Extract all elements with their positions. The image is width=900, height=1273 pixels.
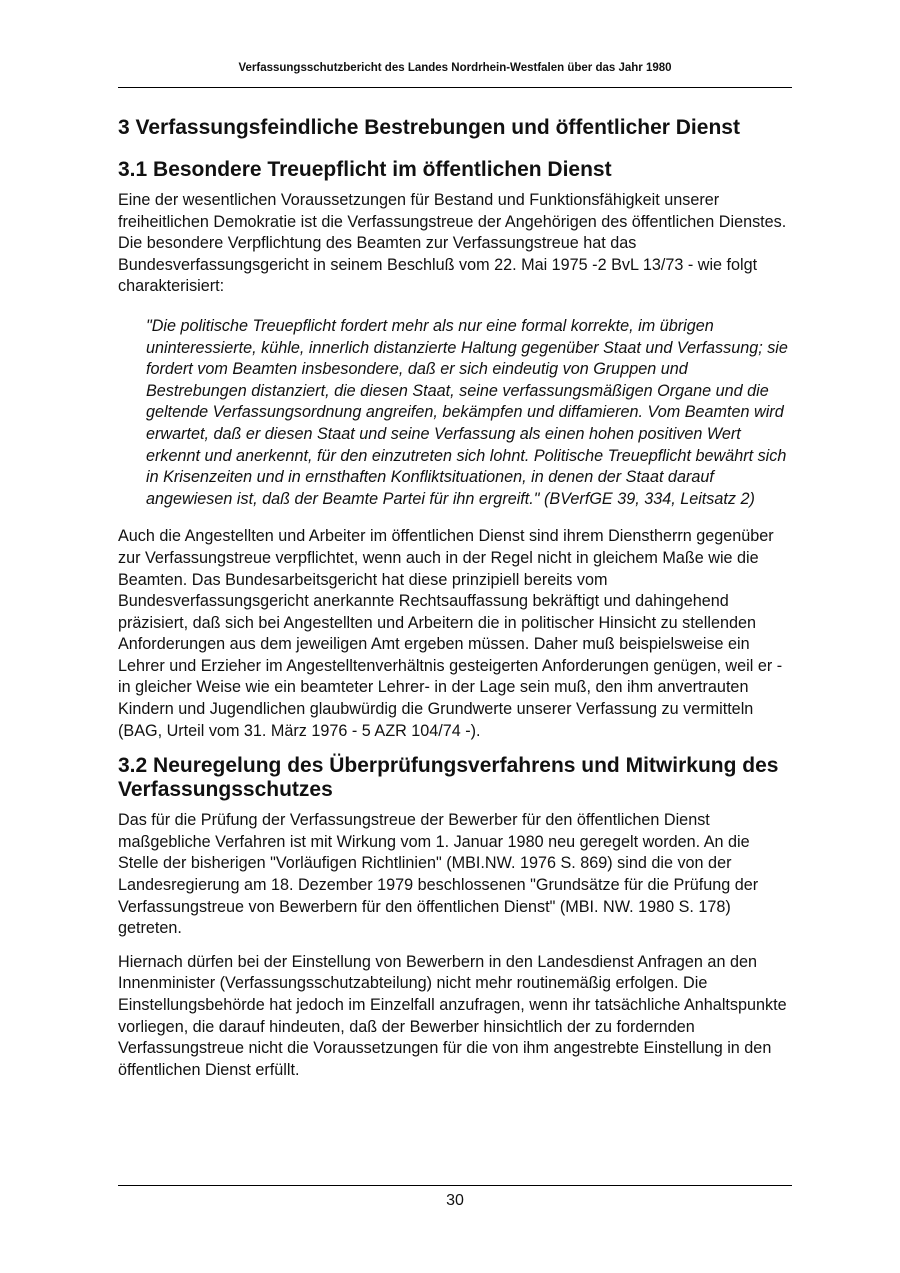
running-header: Verfassungsschutzbericht des Landes Nordrhein-Westfalen über das Jahr 1980	[238, 62, 672, 74]
section-3-1-paragraph-2: Auch die Angestellten und Arbeiter im öffentlichen Dienst sind ihrem Dienstherrn gegenüber zur Verfassungstreue verpflichtet, wenn auch in der Regel nicht in gleichem Maße wie die Beamten. Das Bundesarbeitsgericht hat diese prinzipiell bereits vom Bundesverfassungsgericht anerkannte Rechtsauffassung bekräftigt und dahingehend präzisiert, daß sich bei Angestellten und Arbeitern die in politischer Hinsicht zu stellenden Anforderungen aus dem jeweiligen Amt ergeben müssen. Daher muß beispielsweise ein Lehrer und Erzieher im Angestelltenverhältnis gesteigerten Anforderungen genügen, weil er - in gleicher Weise wie ein beamteter Lehrer- in der Lage sein muß, den ihm anvertrauten Kindern und Jugendlichen glaubwürdig die Grundwerte unserer Verfassung zu vermitteln (BAG, Urteil vom 31. März 1976 - 5 AZR 104/74 -).	[118, 527, 783, 740]
court-quote: "Die politische Treuepflicht fordert mehr als nur eine formal korrekte, im übrigen uninteressierte, kühle, innerlich distanzierte Haltung gegenüber Staat und Verfassung; sie fordert vom Beamten insbesondere, daß er sich eindeutig von Gruppen und Bestrebungen distanziert, die diesen Staat, seine verfassungsmäßigen Organe und die geltende Verfassungsordnung angreifen, bekämpfen und diffamieren. Vom Beamten wird erwartet, daß er diesen Staat und seine Verfassung als einen hohen positiven Wert erkennt und anerkennt, für den einzutreten sich lohnt. Politische Treuepflicht bewährt sich in Krisenzeiten und in ernsthaften Konfliktsituationen, in denen der Staat darauf angewiesen ist, daß der Beamte Partei für ihn ergreift." (BVerfGE 39, 334, Leitsatz 2)	[146, 316, 788, 508]
page-body	[118, 114, 792, 1093]
section-3-1-paragraph-1: Eine der wesentlichen Voraussetzungen für Bestand und Funktionsfähigkeit unserer freiheitlichen Demokratie ist die Verfassungstreue der Angehörigen des öffentlichen Dienstes. Die besondere Verpflichtung des Beamten zur Verfassungstreue hat das Bundesverfassungsgericht in seinem Beschluß vom 22. Mai 1975 -2 BvL 13/73 - wie folgt charakterisiert:	[118, 191, 787, 296]
section-3-2-paragraph-2: Hiernach dürfen bei der Einstellung von Bewerbern in den Landesdienst Anfragen an den Innenminister (Verfassungsschutzabteilung) nicht mehr routinemäßig erfolgen. Die Einstellungsbehörde hat jedoch im Einzelfall anzufragen, wenn ihr tatsächliche Anhaltspunkte vorliegen, die darauf hindeuten, daß der Bewerber hinsichtlich der zu fordernden Verfassungstreue nicht die Voraussetzungen für die von ihm angestrebte Einstellung in den öffentlichen Dienst erfüllt.	[118, 952, 787, 1079]
page-number: 30	[446, 1192, 464, 1209]
footer-divider	[118, 1185, 792, 1186]
chapter-title: 3 Verfassungsfeindliche Bestrebungen und öffentlicher Dienst	[118, 116, 740, 139]
section-3-2-title: 3.2 Neuregelung des Überprüfungsverfahrens und Mitwirkung des Verfassungsschutzes	[118, 754, 779, 802]
section-3-1-title: 3.1 Besondere Treuepflicht im öffentlichen Dienst	[118, 158, 612, 181]
header-divider	[118, 87, 792, 88]
section-3-2-paragraph-1: Das für die Prüfung der Verfassungstreue der Bewerber für den öffentlichen Dienst maßgebliche Verfahren ist mit Wirkung vom 1. Januar 1980 neu geregelt worden. An die Stelle der bisherigen "Vorläufigen Richtlinien" (MBI.NW. 1976 S. 869) sind die von der Landesregierung am 18. Dezember 1979 beschlossenen "Grundsätze für die Prüfung der Verfassungstreue von Bewerbern für den öffentlichen Dienst" (MBI. NW. 1980 S. 178) getreten.	[118, 811, 759, 938]
